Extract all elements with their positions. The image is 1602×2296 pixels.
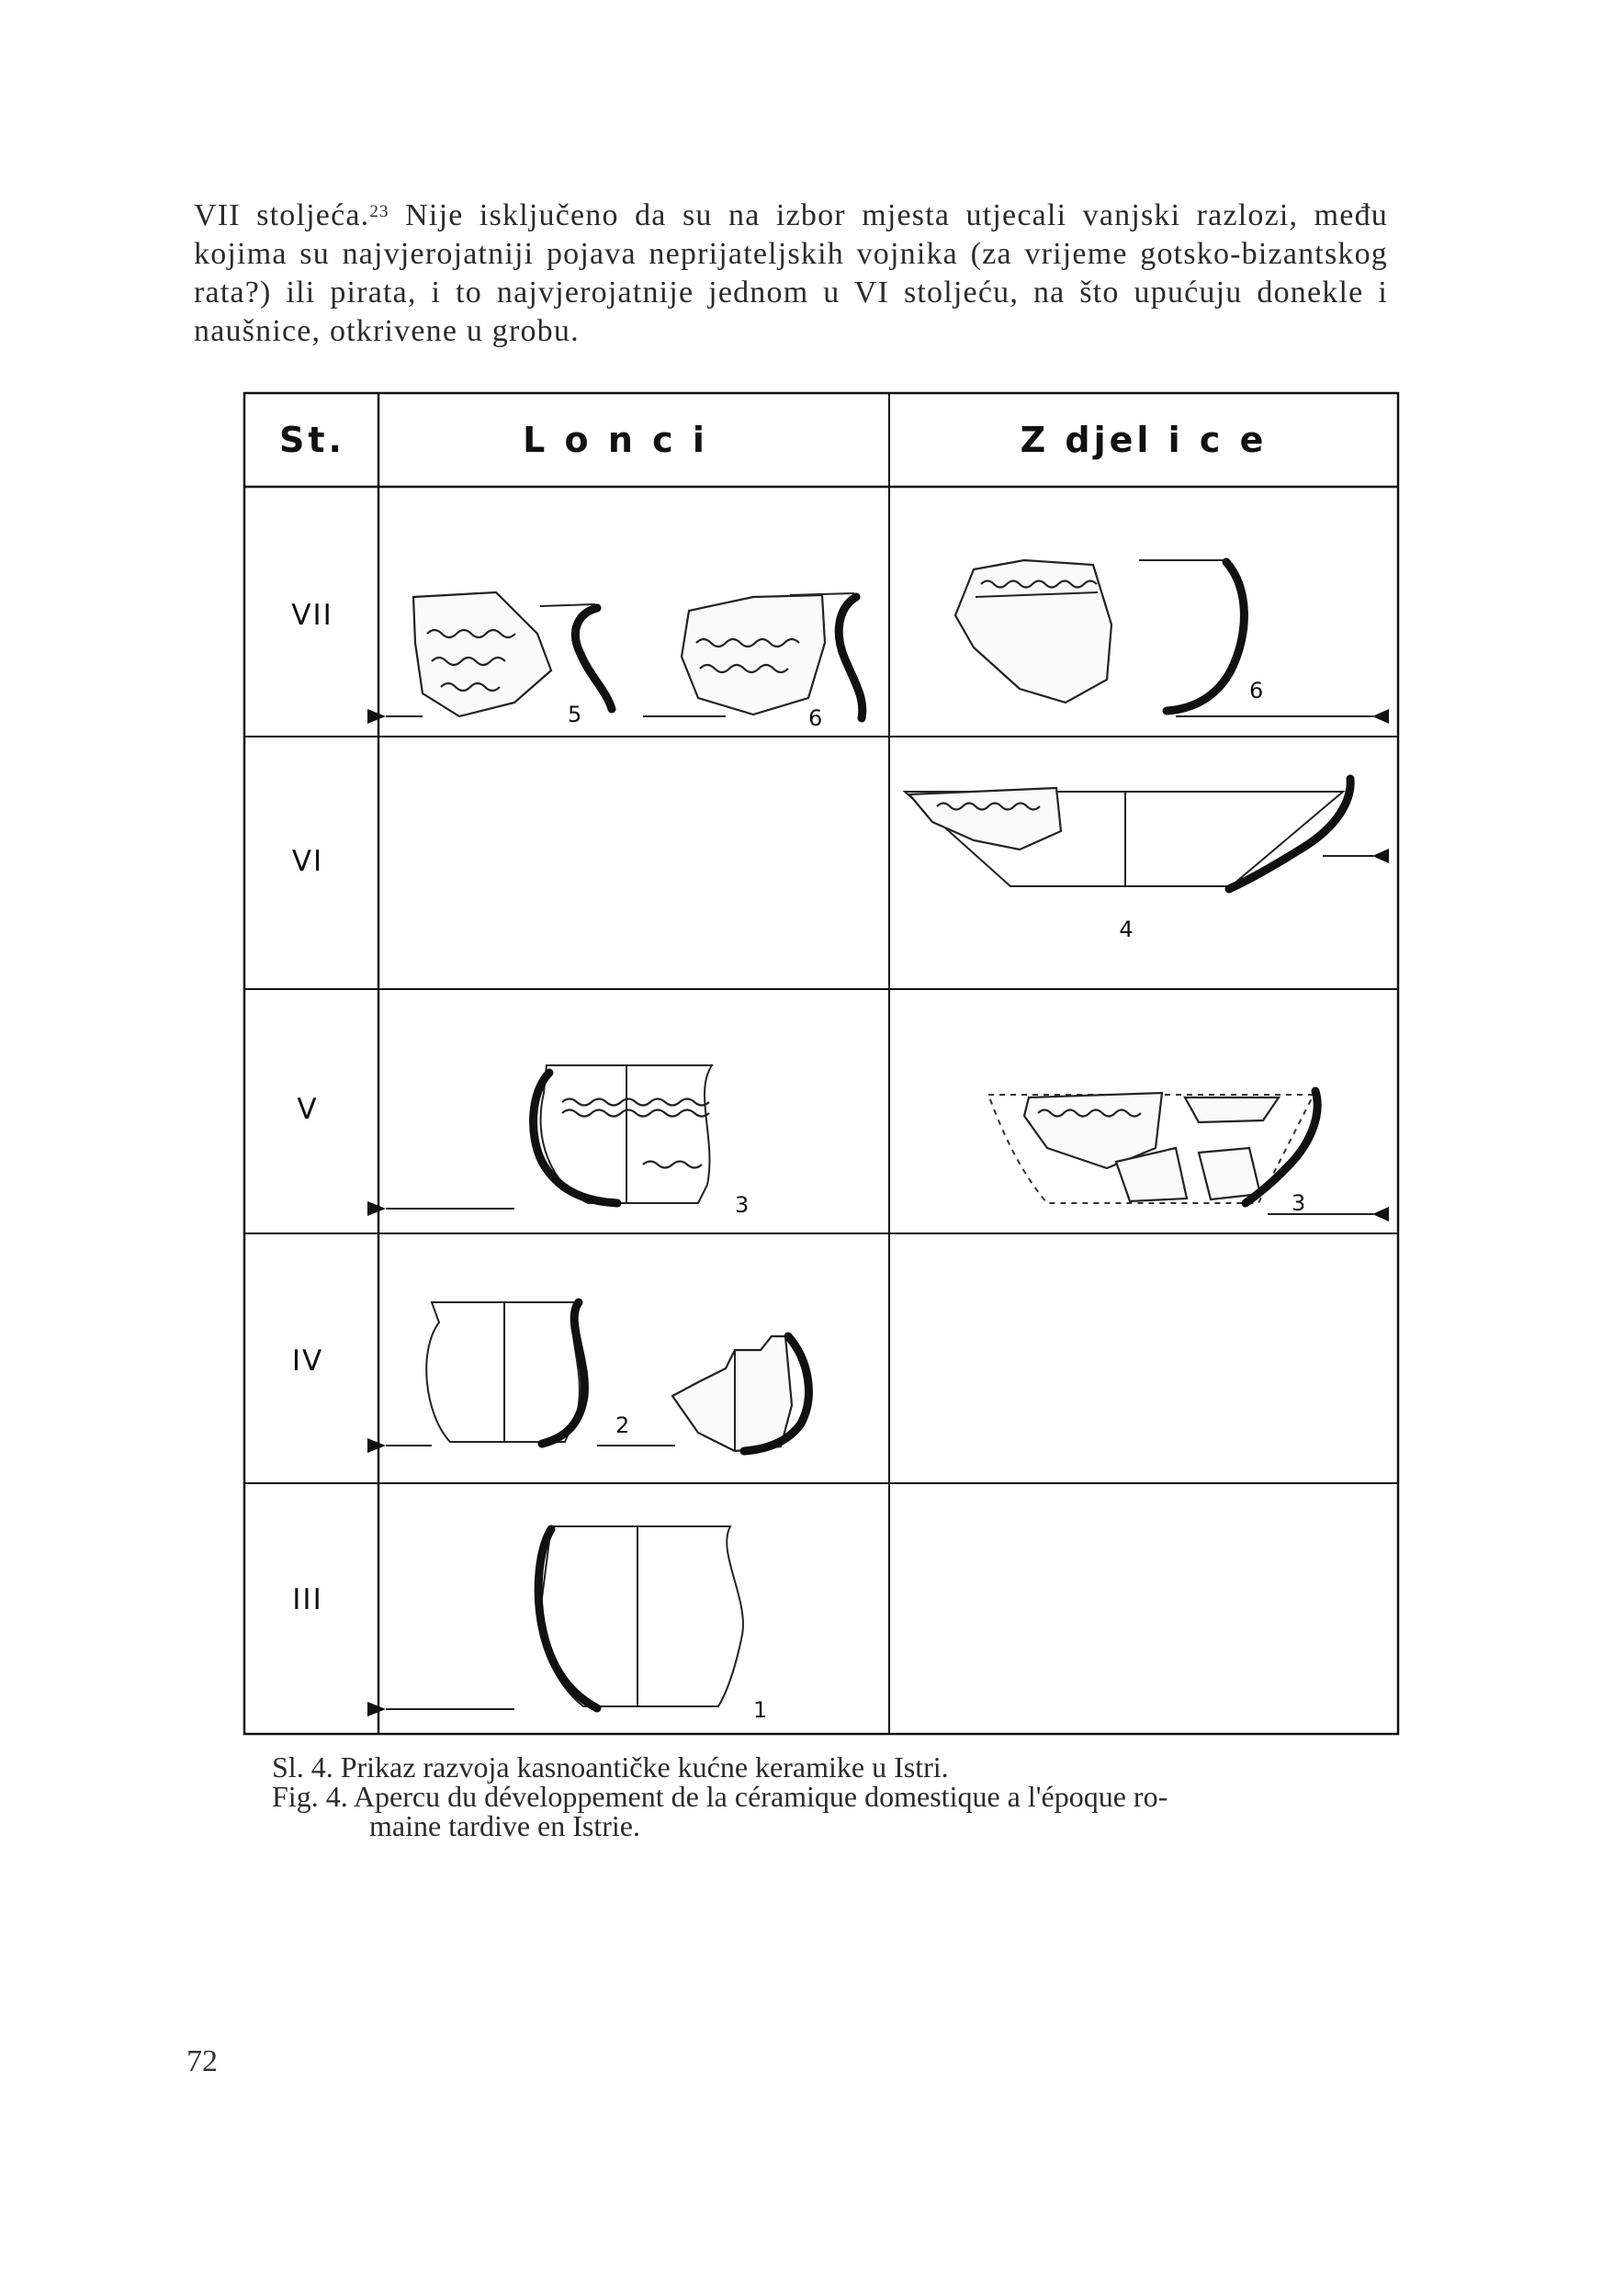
- bowl-4-drawing: [905, 779, 1350, 889]
- century-label-vii: VII: [291, 599, 333, 632]
- header-bowls: Z djel i c e: [1020, 420, 1268, 460]
- bowl-sherd-6-drawing: [955, 560, 1244, 711]
- century-label-iv: IV: [291, 1345, 324, 1378]
- bowl-number-3: 3: [1292, 1190, 1306, 1216]
- pot-3-drawing: [534, 1065, 712, 1203]
- intro-text-rest: Nije isključeno da su na izbor mjesta utjecali vanjski razlozi, među kojima su najvjerojatniji pojava neprijateljskih vojnika (za vrijeme gotsko-bizantskog rata?) ili pirata, i to najvjerojatnije jednom u VI stoljeću, na što upućuju donekle i naušnice, otkrivene u grobu.: [194, 198, 1388, 348]
- page-number: 72: [186, 2044, 218, 2078]
- arrow-iv-pots: [367, 1438, 675, 1453]
- arrow-iii-pots: [367, 1702, 514, 1716]
- century-label-v: V: [297, 1093, 319, 1126]
- footnote-ref[interactable]: 23: [369, 202, 389, 221]
- pot-number-1: 1: [753, 1697, 768, 1723]
- pot-1-drawing: [538, 1526, 743, 1708]
- pot-number-2: 2: [615, 1412, 630, 1438]
- caption-french-line1: Fig. 4. Apercu du développement de la céramique domestique a l'époque ro-: [272, 1780, 1168, 1813]
- arrow-vii-pots: [367, 709, 726, 724]
- arrow-vi-bowls: [1323, 849, 1389, 863]
- pot-number-6: 6: [808, 705, 823, 731]
- header-pots: L o n c i: [523, 420, 708, 460]
- pot-2-drawing: [426, 1302, 584, 1444]
- pot-sherd-6-drawing: [682, 593, 863, 718]
- arrow-vii-bowls: [1176, 709, 1389, 724]
- header-century: St.: [279, 420, 345, 460]
- caption-croatian: Sl. 4. Prikaz razvoja kasnoantičke kućne keramike u Istri.: [272, 1750, 949, 1784]
- pot-number-3: 3: [735, 1192, 750, 1218]
- pot-number-5: 5: [568, 702, 582, 727]
- pot-sherd-5-drawing: [413, 592, 612, 716]
- bowl-number-4: 4: [1119, 917, 1134, 942]
- bowl-number-6: 6: [1249, 678, 1264, 703]
- arrow-v-pots: [367, 1201, 514, 1216]
- caption-french-line2: maine tardive en Istrie.: [369, 1809, 640, 1842]
- arrow-v-bowls: [1268, 1207, 1389, 1221]
- century-label-vi: VI: [291, 845, 324, 878]
- figure-caption: [272, 1752, 1393, 1840]
- pot-sherd-2b-drawing: [672, 1336, 808, 1451]
- bowl-3-drawing: [988, 1091, 1317, 1203]
- century-label-iii: III: [292, 1583, 323, 1616]
- intro-text-start: VII stoljeća.: [194, 198, 370, 232]
